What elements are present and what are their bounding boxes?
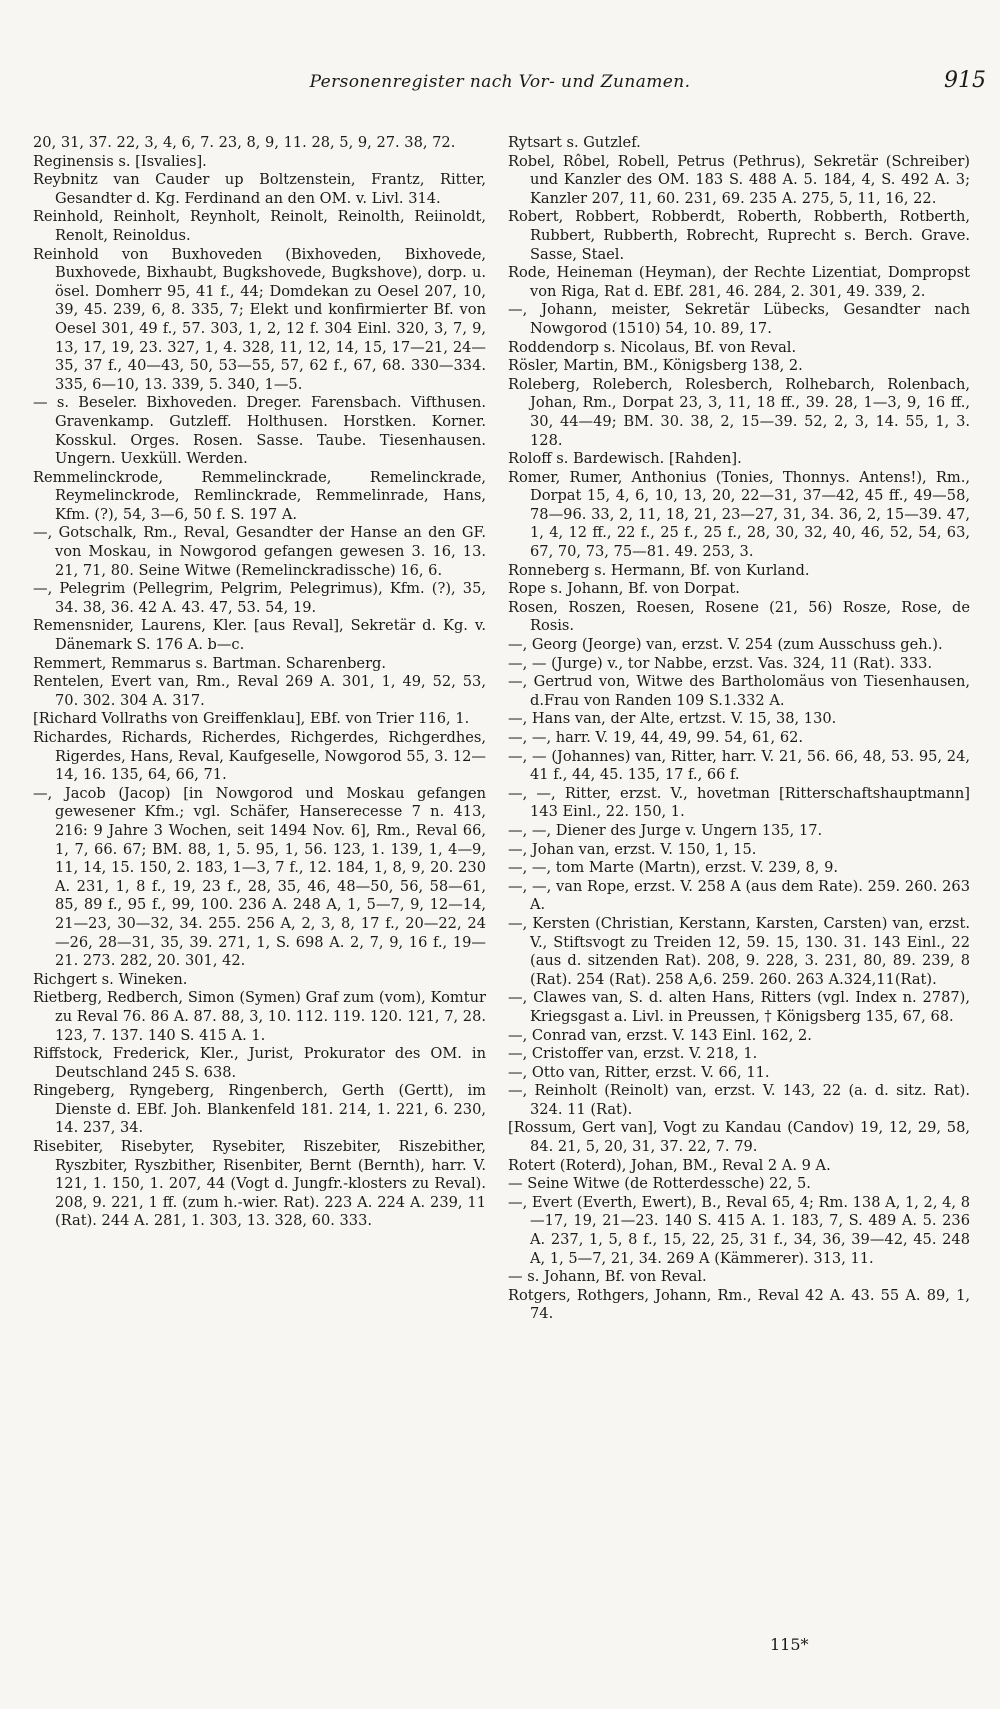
index-entry: [Richard Vollraths von Greiffenklau], EBf. von Trier 116, 1. (33, 710, 470, 728)
left-column (33, 134, 486, 1231)
index-entry: —, —, harr. V. 19, 44, 49, 99. 54, 61, 62. (508, 729, 804, 746)
index-entry: — Seine Witwe (de Rotterdessche) 22, 5. (508, 1175, 811, 1193)
index-entry: Robel, Rôbel, Robell, Petrus (Pethrus), Sekretär (Schreiber) und Kanzler des OM. 183 S. 488 A. 5. 184, 4, S. 492 A. 3; Kanzler 207, 11, 60. 231, 69. 235 A. 275, 5, 11, 16, 22. (508, 152, 970, 207)
index-entry: Roddendorp s. Nicolaus, Bf. von Reval. (508, 338, 797, 356)
index-entry: Rode, Heineman (Heyman), der Rechte Lizentiat, Dompropst von Riga, Rat d. EBf. 281, 46. 284, 2. 301, 49. 339, 2. (508, 264, 970, 300)
signature-mark: 115* (770, 1635, 809, 1654)
index-entry: Roloff s. Bardewisch. [Rahden]. (508, 450, 742, 468)
index-entry: —, Reinholt (Reinolt) van, erzst. V. 143, 22 (a. d. sitz. Rat). 324. 11 (Rat). (508, 1082, 970, 1118)
index-entry: —, Pelegrim (Pellegrim, Pelgrim, Pelegrimus), Kfm. (?), 35, 34. 38, 36. 42 A. 43. 47, 53. 54, 19. (33, 580, 486, 616)
index-entry: —, Johan van, erzst. V. 150, 1, 15. (508, 840, 757, 858)
index-entry: —, — (Johannes) van, Ritter, harr. V. 21, 56. 66, 48, 53. 95, 24, 41 f., 44, 45. 135, 17 f., 66 f. (508, 747, 970, 784)
index-entry: —, Georg (Jeorge) van, erzst. V. 254 (zum Ausschuss geh.). (508, 636, 943, 654)
index-entry: 20, 31, 37. 22, 3, 4, 6, 7. 23, 8, 9, 11. 28, 5, 9, 27. 38, 72. (33, 134, 456, 151)
index-entry: —, —, van Rope, erzst. V. 258 A (aus dem Rate). 259. 260. 263 A. (508, 877, 970, 914)
index-entry: —, Johann, meister, Sekretär Lübecks, Gesandter nach Nowgorod (1510) 54, 10. 89, 17. (508, 301, 970, 337)
index-entry: Rope s. Johann, Bf. von Dorpat. (508, 580, 740, 598)
index-entry: Reginensis s. [Isvalies]. (33, 152, 207, 170)
index-entry: Richgert s. Wineken. (33, 970, 188, 988)
index-entry: — s. Beseler. Bixhoveden. Dreger. Farensbach. Vifthusen. Gravenkamp. Gutzleff. Holthusen. Horstken. Korner. Kosskul. Orges. Rosen. Sasse. Taube. Tiesenhausen. Ungern. Uexküll. Werden. (33, 394, 486, 468)
index-entry: Remensnider, Laurens, Kler. [aus Reval], Sekretär d. Kg. v. Dänemark S. 176 A. b—c. (33, 617, 486, 654)
index-entry: —, Gotschalk, Rm., Reval, Gesandter der Hanse an den GF. von Moskau, in Nowgorod gefangen gewesen 3. 16, 13. 21, 71, 80. Seine Witwe (Remelinckradissche) 16, 6. (33, 524, 486, 579)
index-entry: Rösler, Martin, BM., Königsberg 138, 2. (508, 357, 803, 375)
index-entry: —, Jacob (Jacop) [in Nowgorod und Moskau gefangen gewesener Kfm.; vgl. Schäfer, Hanserecesse 7 n. 413, 216: 9 Jahre 3 Wochen, seit 1494 Nov. 6], Rm., Reval 66, 1, 7, 66. 67; BM. 88, 1, 5. 95, 1, 56. 123, 1. 139, 1, 4—9, 11, 14, 15. 150, 2. 183, 1—3, 7 f., 12. 184, 1, 8, 9, 20. 230 A. 231, 1, 8 f., 19, 23 f., 28, 35, 46, 48—50, 56, 58—61, 85, 89 f., 95 f., 99, 100. 236 A. 248 A, 1, 5—7, 9, 12—14, 21—23, 30—32, 34. 255. 256 A, 2, 3, 8, 17 f., 20—22, 24—26, 28—31, 35, 39. 271, 1, S. 698 A. 2, 7, 9, 16 f., 19—21. 273. 282, 20. 301, 42. (33, 784, 486, 970)
index-entry: Risebiter, Risebyter, Rysebiter, Riszebiter, Riszebither, Ryszbiter, Ryszbither, Risenbiter, Bernt (Bernth), harr. V. 121, 1. 150, 1. 207, 44 (Vogt d. Jungfr.-klosters zu Reval). 208, 9. 221, 1 ff. (zum h.-wier. Rat). 223 A. 224 A. 239, 11 (Rat). 244 A. 281, 1. 303, 13. 328, 60. 333. (33, 1138, 486, 1230)
index-entry: Reinhold von Buxhoveden (Bixhoveden, Bixhovede, Buxhovede, Bixhaubt, Bugkshovede, Bugkshove), dorp. u. ösel. Domherr 95, 41 f., 44; Domdekan zu Oesel 207, 10, 39, 45. 239, 6, 8. 335, 7; Elekt und konfirmierter Bf. von Oesel 301, 49 f., 57. 303, 1, 2, 12 f. 304 Einl. 320, 3, 7, 9, 13, 17, 19, 23. 327, 1, 4. 328, 11, 12, 14, 15, 17—21, 24—35, 37 f., 40—43, 50, 53—55, 57, 62 f., 67, 68. 330—334. 335, 6—10, 13. 339, 5. 340, 1—5. (33, 245, 486, 393)
index-entry: [Rossum, Gert van], Vogt zu Kandau (Candov) 19, 12, 29, 58, 84. 21, 5, 20, 31, 37. 22, 7. 79. (508, 1119, 970, 1156)
running-title: Personenregister nach Vor- und Zunamen. (309, 72, 691, 92)
index-entry: Remmelinckrode, Remmelinckrade, Remelinckrade, Reymelinckrode, Remlinckrade, Remmelinrade, Hans, Kfm. (?), 54, 3—6, 50 f. S. 197 A. (33, 468, 486, 523)
index-entry: —, — (Jurge) v., tor Nabbe, erzst. Vas. 324, 11 (Rat). 333. (508, 654, 933, 672)
index-entry: Richardes, Richards, Richerdes, Richgerdes, Richgerdhes, Rigerdes, Hans, Reval, Kaufgeselle, Nowgorod 55, 3. 12—14, 16. 135, 64, 66, 71. (33, 729, 486, 784)
page-number: 915 (944, 68, 986, 93)
index-entry: —, Clawes van, S. d. alten Hans, Ritters (vgl. Index n. 2787), Kriegsgast a. Livl. in Preussen, † Königsberg 135, 67, 68. (508, 989, 970, 1025)
index-entry: —, Evert (Everth, Ewert), B., Reval 65, 4; Rm. 138 A, 1, 2, 4, 8—17, 19, 21—23. 140 S. 415 A. 1. 183, 7, S. 489 A. 5. 236 A. 237, 1, 5, 8 f., 15, 22, 25, 31 f., 34, 36, 39—42, 45. 248 A, 1, 5—7, 21, 34. 269 A (Kämmerer). 313, 11. (508, 1193, 970, 1267)
index-entry: —, —, Ritter, erzst. V., hovetman [Ritterschaftshauptmann] 143 Einl., 22. 150, 1. (508, 784, 970, 821)
index-entry: Reybnitz van Cauder up Boltzenstein, Frantz, Ritter, Gesandter d. Kg. Ferdinand an den OM. v. Livl. 314. (33, 171, 486, 207)
index-entry: Rotgers, Rothgers, Johann, Rm., Reval 42 A. 43. 55 A. 89, 1, 74. (508, 1286, 970, 1323)
index-entry: —, Hans van, der Alte, ertzst. V. 15, 38, 130. (508, 710, 837, 728)
index-entry: Rietberg, Redberch, Simon (Symen) Graf zum (vom), Komtur zu Reval 76. 86 A. 87. 88, 3, 10. 112. 119. 120. 121, 7, 28. 123, 7. 137. 140 S. 415 A. 1. (33, 989, 486, 1044)
index-entry: Rotert (Roterd), Johan, BM., Reval 2 A. 9 A. (508, 1156, 831, 1174)
index-entry: Robert, Robbert, Robberdt, Roberth, Robberth, Rotberth, Rubbert, Rubberth, Robrecht, Ruprecht s. Berch. Grave. Sasse, Stael. (508, 208, 970, 263)
index-entry: — s. Johann, Bf. von Reval. (508, 1268, 707, 1286)
index-entry: Rosen, Roszen, Roesen, Rosene (21, 56) Rosze, Rose, de Rosis. (508, 598, 970, 635)
index-entry: —, Kersten (Christian, Kerstann, Karsten, Carsten) van, erzst. V., Stiftsvogt zu Treiden 12, 59. 15, 130. 31. 143 Einl., 22 (aus d. sitzenden Rat). 208, 9. 228, 3. 231, 80, 89. 239, 8 (Rat). 254 (Rat). 258 A,6. 259. 260. 263 A.324,11(Rat). (508, 914, 970, 988)
index-entry: Reinhold, Reinholt, Reynholt, Reinolt, Reinolth, Reiinoldt, Renolt, Reinoldus. (33, 208, 486, 244)
index-entry: —, —, Diener des Jurge v. Ungern 135, 17. (508, 821, 823, 839)
index-entry: Romer, Rumer, Anthonius (Tonies, Thonnys. Antens!), Rm., Dorpat 15, 4, 6, 10, 13, 20, 22—31, 37—42, 45 ff., 49—58, 78—96. 33, 2, 11, 18, 21, 23—27, 31, 34. 36, 2, 15—39. 47, 1, 4, 12 ff., 22 f., 25 f., 25 f., 28, 30, 32, 40, 46, 52, 54, 63, 67, 70, 73, 75—81. 49. 253, 3. (508, 468, 970, 561)
index-entry: —, Gertrud von, Witwe des Bartholomäus von Tiesenhausen, d.Frau von Randen 109 S.1.332 A. (508, 673, 970, 709)
running-header (0, 68, 1000, 108)
index-entry: Rytsart s. Gutzlef. (508, 134, 641, 151)
index-entry: Remmert, Remmarus s. Bartman. Scharenberg. (33, 654, 387, 672)
index-entry: Ringeberg, Ryngeberg, Ringenberch, Gerth (Gertt), im Dienste d. EBf. Joh. Blankenfeld 181. 214, 1. 221, 6. 230, 14. 237, 34. (33, 1082, 486, 1137)
index-entry: Roleberg, Roleberch, Rolesberch, Rolhebarch, Rolenbach, Johan, Rm., Dorpat 23, 3, 11, 18 ff., 39. 28, 1—3, 9, 16 ff., 30, 44—49; BM. 30. 38, 2, 15—39. 52, 2, 3, 14. 55, 1, 3. 128. (508, 375, 970, 449)
right-column (508, 134, 970, 1324)
index-entry: Ronneberg s. Hermann, Bf. von Kurland. (508, 561, 810, 579)
index-entry: —, Conrad van, erzst. V. 143 Einl. 162, 2. (508, 1026, 812, 1044)
index-entry: Rentelen, Evert van, Rm., Reval 269 A. 301, 1, 49, 52, 53, 70. 302. 304 A. 317. (33, 673, 486, 709)
index-entry: Riffstock, Frederick, Kler., Jurist, Prokurator des OM. in Deutschland 245 S. 638. (33, 1045, 486, 1081)
index-entry: —, —, tom Marte (Martn), erzst. V. 239, 8, 9. (508, 859, 838, 877)
index-entry: —, Cristoffer van, erzst. V. 218, 1. (508, 1045, 758, 1063)
index-entry: —, Otto van, Ritter, erzst. V. 66, 11. (508, 1063, 770, 1081)
